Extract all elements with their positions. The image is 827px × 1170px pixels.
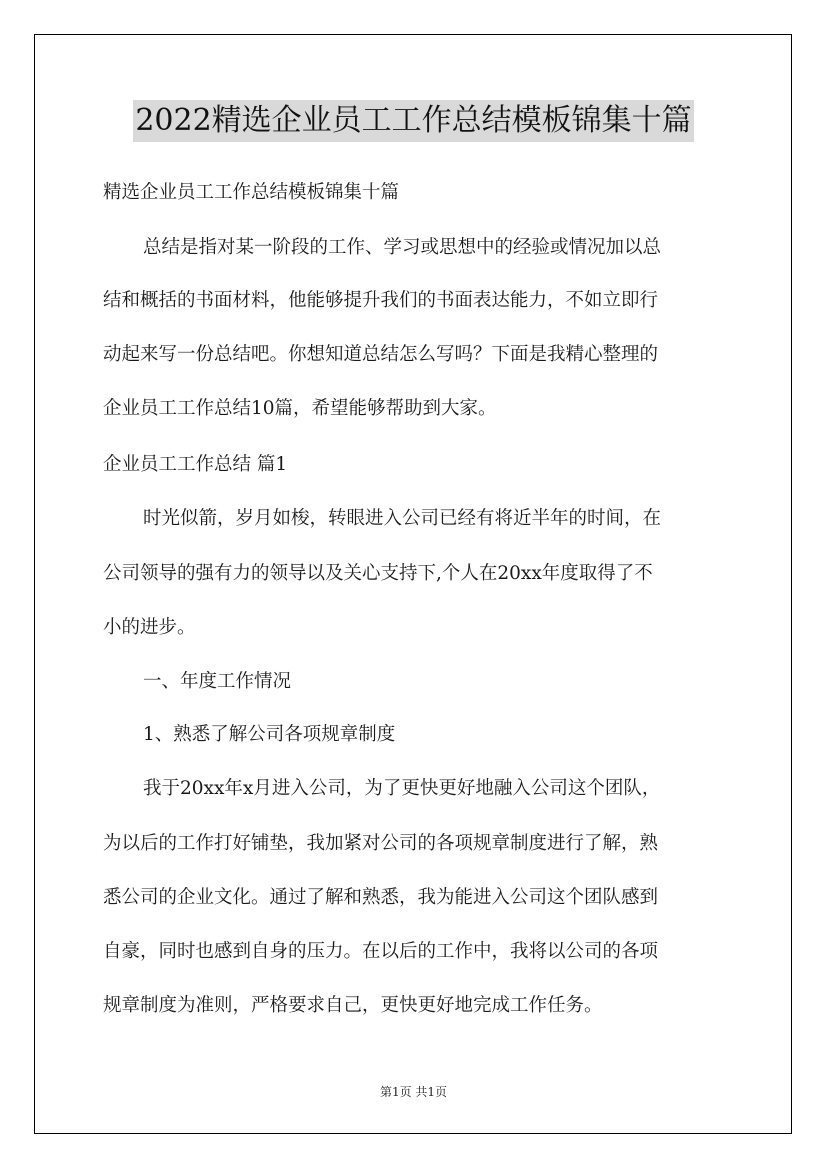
paragraph-line: 小的进步。 [103, 617, 196, 638]
page-footer: 第1页 共1页 [379, 1085, 448, 1099]
paragraph-line: 我于20xx年x月进入公司，为了更快更好地融入公司这个团队， [143, 778, 661, 799]
subtitle-line: 精选企业员工工作总结模板锦集十篇 [103, 182, 400, 203]
paragraph-line: 悉公司的企业文化。通过了解和熟悉，我为能进入公司这个团队感到 [103, 887, 659, 908]
subsection-heading: 1、熟悉了解公司各项规章制度 [143, 724, 396, 745]
paragraph-line: 自豪，同时也感到自身的压力。在以后的工作中，我将以公司的各项 [103, 941, 659, 962]
paragraph-line: 动起来写一份总结吧。你想知道总结怎么写吗？下面是我精心整理的 [103, 344, 659, 365]
paragraph-line: 总结是指对某一阶段的工作、学习或思想中的经验或情况加以总 [143, 237, 662, 258]
section-heading: 企业员工工作总结 篇1 [103, 454, 288, 475]
paragraph-line: 为以后的工作打好铺垫，我加紧对公司的各项规章制度进行了解，熟 [103, 833, 659, 854]
document-title-wrapper [0, 100, 827, 142]
paragraph-line: 结和概括的书面材料，他能够提升我们的书面表达能力，不如立即行 [103, 290, 659, 311]
paragraph-line: 时光似箭，岁月如梭，转眼进入公司已经有将近半年的时间，在 [143, 508, 662, 529]
paragraph-line: 企业员工工作总结10篇，希望能够帮助到大家。 [103, 398, 497, 419]
subsection-heading: 一、年度工作情况 [143, 671, 292, 692]
paragraph-line: 公司领导的强有力的领导以及关心支持下,个人在20xx年度取得了不 [103, 563, 653, 584]
paragraph-line: 规章制度为准则，严格要求自己，更快更好地完成工作任务。 [103, 995, 603, 1016]
document-title: 2022精选企业员工工作总结模板锦集十篇 [133, 100, 693, 142]
